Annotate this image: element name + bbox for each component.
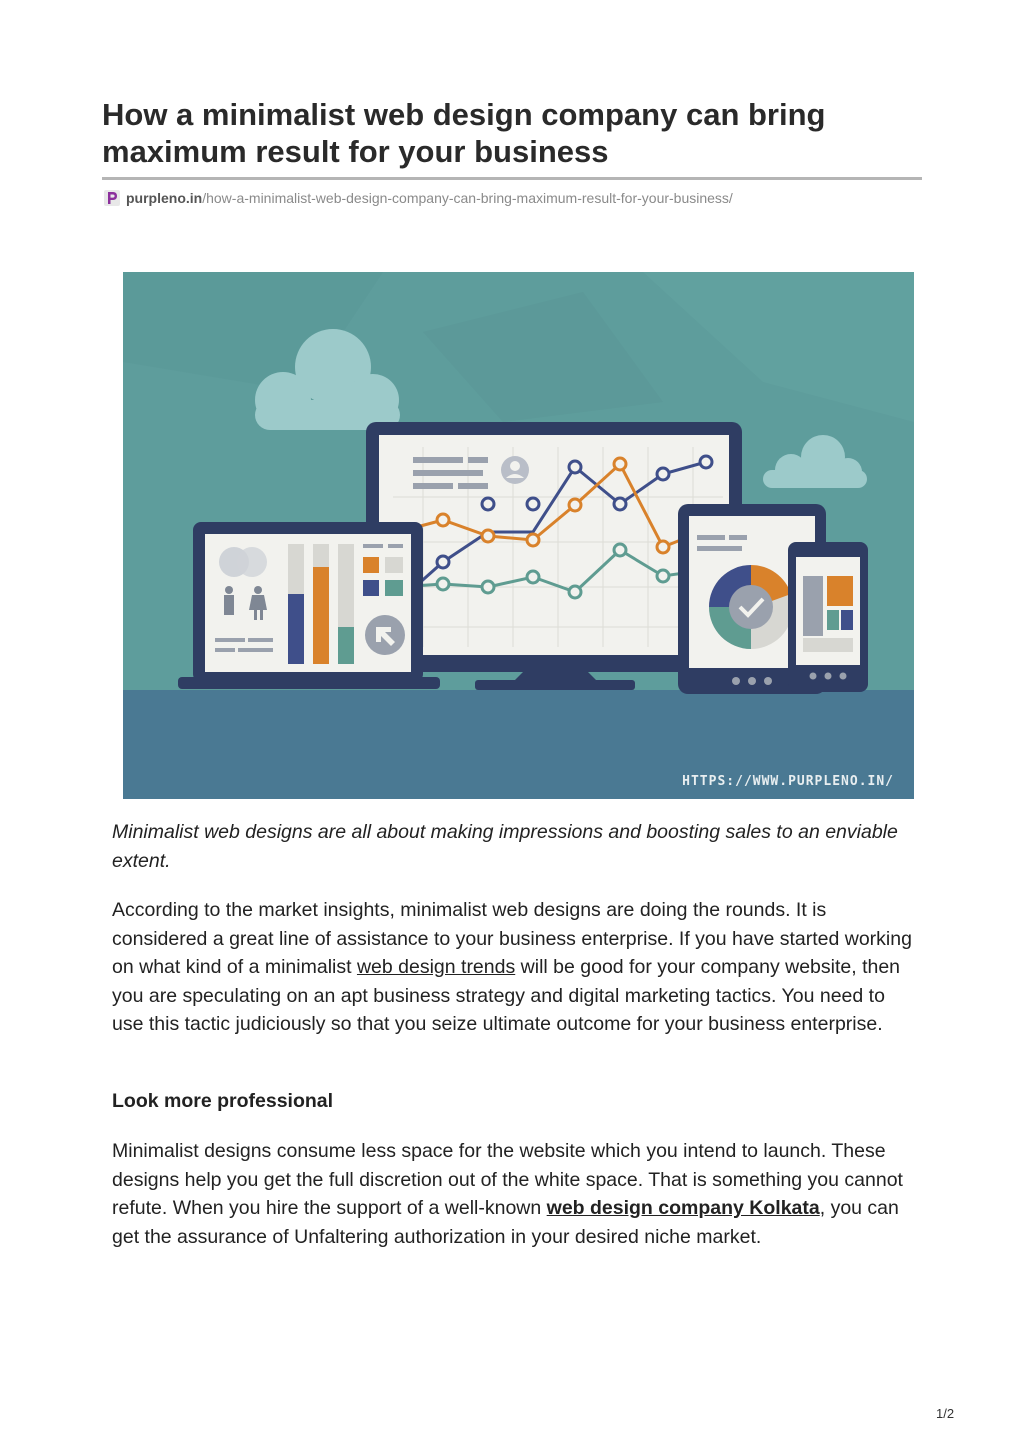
purpleno-favicon-icon (104, 190, 120, 206)
laptop-icon (178, 522, 440, 689)
title-divider (102, 177, 922, 180)
web-design-company-kolkata-link[interactable]: web design company Kolkata (546, 1197, 820, 1219)
devices-analytics-illustration (123, 272, 914, 799)
intro-text-start: According to the market insights, minimalist web designs are doing the rounds. It is considered a great line of assistance to your business enterprise. If you have started working on what kind of a minimalist (112, 899, 912, 978)
image-caption: Minimalist web designs are all about making impressions and boosting sales to an enviable extent. (112, 821, 898, 872)
web-design-trends-link[interactable]: web design trends (356, 956, 516, 978)
intro-paragraph (112, 896, 912, 1039)
source-path[interactable]: /how-a-minimalist-web-design-company-can-bring-maximum-result-for-your-business/ (202, 190, 733, 206)
source-url[interactable] (104, 189, 733, 207)
professional-text-start: Minimalist designs consume less space for the website which you intend to launch. These designs help you get the full discretion out of the white space. That is something you cannot refute. When you hire the support of a well-known (112, 1140, 903, 1219)
page-number: 1/2 (936, 1406, 955, 1421)
professional-text-end: , you can get the assurance of Unfaltering authorization in your desired niche market. (112, 1197, 899, 1248)
source-domain[interactable]: purpleno.in (126, 190, 203, 206)
professional-paragraph (112, 1137, 912, 1251)
hero-illustration (123, 272, 914, 799)
hero-watermark: HTTPS://WWW.PURPLENO.IN/ (682, 774, 894, 789)
article-title: How a minimalist web design company can bring maximum result for your business (102, 97, 826, 169)
intro-text-end: will be good for your company website, then you are speculating on an apt business strategy and digital marketing tactics. You need to use this tactic judiciously so that you seize ultimate outcome for your business enterprise. (112, 956, 901, 1035)
phone-icon (788, 542, 868, 692)
section-heading: Look more professional (112, 1090, 334, 1112)
